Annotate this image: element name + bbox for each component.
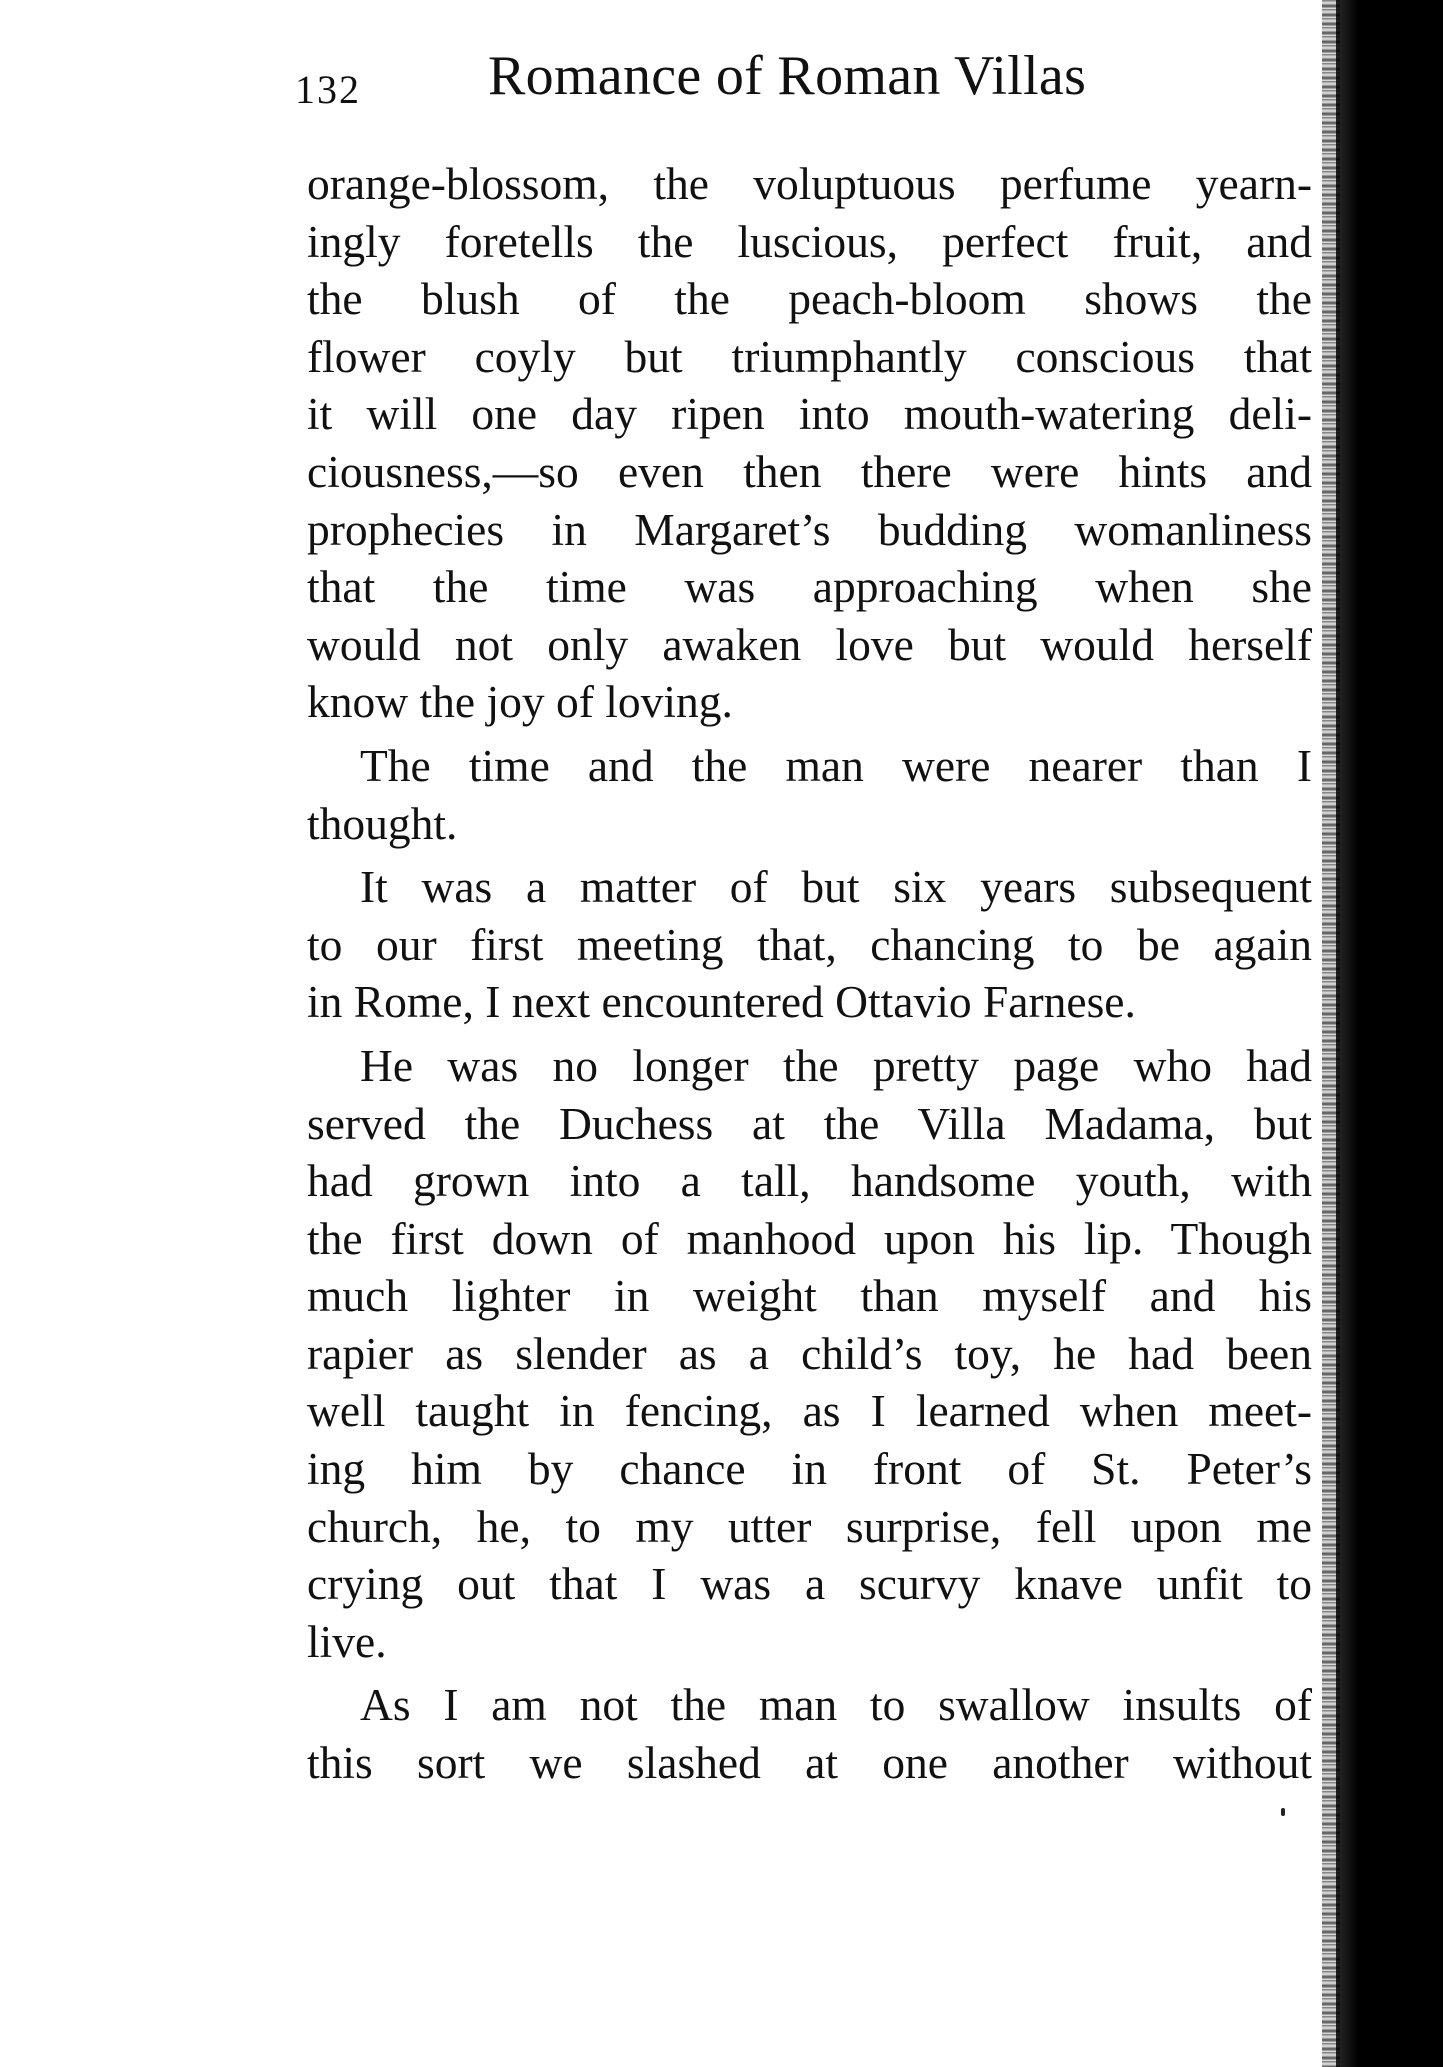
text-line: this sort we slashed at one another without [307, 1737, 1312, 1789]
text-line: As I am not the man to swallow insults of [360, 1679, 1312, 1731]
text-line: crying out that I was a scurvy knave unfit to [307, 1558, 1312, 1610]
text-line: had grown into a tall, handsome youth, with [307, 1155, 1312, 1207]
text-line: the blush of the peach-bloom shows the [307, 273, 1312, 325]
text-line: thought. [307, 797, 458, 849]
text-line: It was a matter of but six years subsequent [360, 861, 1312, 913]
text-line: He was no longer the pretty page who had [360, 1039, 1312, 1091]
text-line: know the joy of loving. [307, 676, 733, 728]
text-line: much lighter in weight than myself and his [307, 1270, 1312, 1322]
text-line: The time and the man were nearer than I [360, 739, 1312, 791]
text-line: orange-blossom, the voluptuous perfume yearn- [307, 158, 1312, 209]
text-line: church, he, to my utter surprise, fell upon me [307, 1500, 1312, 1552]
body-text [307, 155, 1312, 1792]
text-line: prophecies in Margaret’s budding womanliness [307, 503, 1312, 555]
text-line: ing him by chance in front of St. Peter’s [307, 1443, 1312, 1495]
text-line: to our first meeting that, chancing to be again [307, 918, 1312, 970]
running-title: Romance of Roman Villas [488, 45, 1087, 107]
text-line: in Rome, I next encountered Ottavio Farnese. [307, 976, 1136, 1028]
text-line: ingly foretells the luscious, perfect fruit, and [307, 215, 1312, 267]
text-line: that the time was approaching when she [307, 561, 1312, 613]
text-line: would not only awaken love but would herself [307, 618, 1312, 670]
ink-speck [1281, 1808, 1285, 1816]
binding-shadow [1336, 0, 1443, 2067]
text-line: it will one day ripen into mouth-watering deli- [307, 388, 1312, 440]
text-line: served the Duchess at the Villa Madama, but [307, 1097, 1312, 1149]
page-number: 132 [295, 67, 361, 112]
running-head [295, 40, 1295, 120]
text-line: ciousness,—so even then there were hints and [307, 445, 1312, 497]
text-line: well taught in fencing, as I learned when meet- [307, 1385, 1312, 1437]
text-line: live. [307, 1615, 387, 1667]
text-line: rapier as slender as a child’s toy, he had been [307, 1327, 1312, 1379]
text-line: flower coyly but triumphantly conscious that [307, 330, 1312, 382]
text-line: the first down of manhood upon his lip. Though [307, 1212, 1312, 1264]
